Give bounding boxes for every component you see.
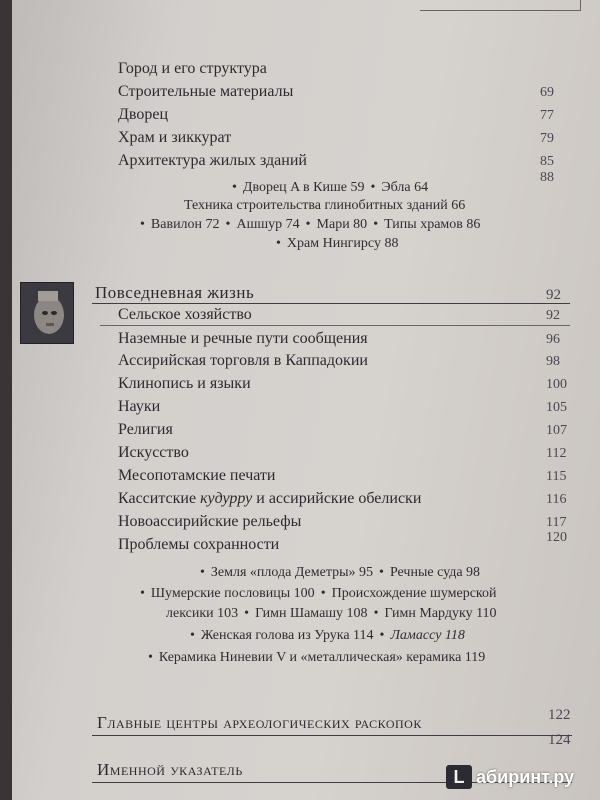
toc-item: Проблемы сохранности [118,536,280,553]
toc-note-line [184,198,465,214]
toc-item: Ассирийская торговля в Каппадокии [118,352,368,369]
toc-note-line: лексики 103 • Гимн Шамашу 108 • Гимн Мардуку 110 [166,606,497,621]
toc-item: Наземные и речные пути сообщения [118,330,368,347]
toc-item: Дворец [118,106,169,123]
section-title: Повседневная жизнь [95,283,255,302]
toc-note: Вавилон 72 [150,217,220,232]
toc-note: Женская голова из Урука 114 [200,628,374,643]
toc-note: Земля «плода Деметры» 95 [210,565,374,580]
section-title: Именной указатель [97,760,243,779]
toc-note: Ламассу 118 [390,628,465,643]
section-rule [92,303,570,304]
toc-page-number: 107 [546,423,567,438]
toc-page-number: 92 [546,287,561,303]
toc-note: Шумерские пословицы 100 [150,586,315,601]
toc-page-number: 98 [546,354,560,369]
toc-note: Речные суда 98 [389,565,481,580]
toc-page-number: 77 [540,108,554,123]
toc-note-line: • Храм Нингирсу 88 [276,236,399,251]
toc-item-italic: кудурру [200,490,253,507]
toc-note-line: • Дворец A в Кише 59 • Эбла 64 [232,180,429,195]
toc-note: Ашшур 74 [236,217,300,232]
toc-note-line: • Вавилон 72 • Ашшур 74 • Мари 80 • Типы храмов 86 [140,217,481,232]
labirint-watermark [446,764,574,790]
toc-page-number: 69 [540,85,554,100]
toc-item: Религия [118,421,173,438]
toc-item: Новоассирийские рельефы [118,513,302,530]
toc-item: Строительные материалы [118,83,294,100]
toc-page-number: 105 [546,400,567,415]
toc-item: Город и его структура [118,60,267,77]
toc-note: Эбла 64 [381,180,429,195]
toc-note: Типы храмов 86 [384,217,481,232]
toc-item-text: и ассирийские обелиски [252,490,422,507]
toc-note: Техника строительства глинобитных зданий 66 [184,198,466,213]
toc-note: Мари 80 [316,217,368,232]
toc-note: Происхождение шумерской [331,586,497,601]
toc-page-number: 79 [540,131,554,146]
section-thumbnail-image [20,282,74,344]
toc-page-number: 100 [546,377,567,392]
toc-note: Гимн Мардуку 110 [384,606,497,621]
toc-note: Керамика Ниневии V и «металлическая» керамика 119 [158,650,486,665]
toc-item: Науки [118,398,161,415]
toc-page-number: 92 [546,308,560,323]
labirint-logo-icon: L [446,765,472,789]
toc-item: Месопотамские печати [118,467,276,484]
toc-item [118,490,421,508]
toc-page-number: 112 [546,446,567,461]
toc-page-number: 88 [540,170,554,185]
toc-page-number: 116 [546,492,567,507]
toc-item: Клинопись и языки [118,375,251,392]
toc-page-number: 122 [548,707,571,723]
toc-item: Искусство [118,444,189,461]
toc-page-number: 117 [546,515,567,530]
toc-item: Архитектура жилых зданий [118,152,307,169]
section-rule [92,735,572,736]
toc-page-number: 124 [548,732,571,748]
toc-page-number: 120 [546,530,567,545]
toc-note-line: • Керамика Ниневии V и «металлическая» керамика 119 [148,650,486,665]
toc-page-number: 115 [546,469,567,484]
toc-note: Дворец A в Кише 59 [242,180,365,195]
toc-note: Гимн Шамашу 108 [255,606,368,621]
watermark-text: абиринт.ру [476,766,575,787]
toc-item: Сельское хозяйство [118,306,252,323]
section-title: Главные центры археологических раскопок [97,713,422,732]
toc-note-line: • Шумерские пословицы 100 • Происхождение шумерской [140,586,497,601]
toc-note: Храм Нингирсу 88 [286,236,399,251]
toc-page-number: 85 [540,154,554,169]
toc-note-line: • Женская голова из Урука 114 • Ламассу 118 [190,628,465,643]
row-rule [100,325,570,326]
toc-page-number: 96 [546,332,560,347]
toc-note-line: • Земля «плода Деметры» 95 • Речные суда 98 [200,565,481,580]
toc-item-text: Касситские [118,490,201,507]
toc-note: лексики 103 [166,606,239,621]
toc-item: Храм и зиккурат [118,129,232,146]
